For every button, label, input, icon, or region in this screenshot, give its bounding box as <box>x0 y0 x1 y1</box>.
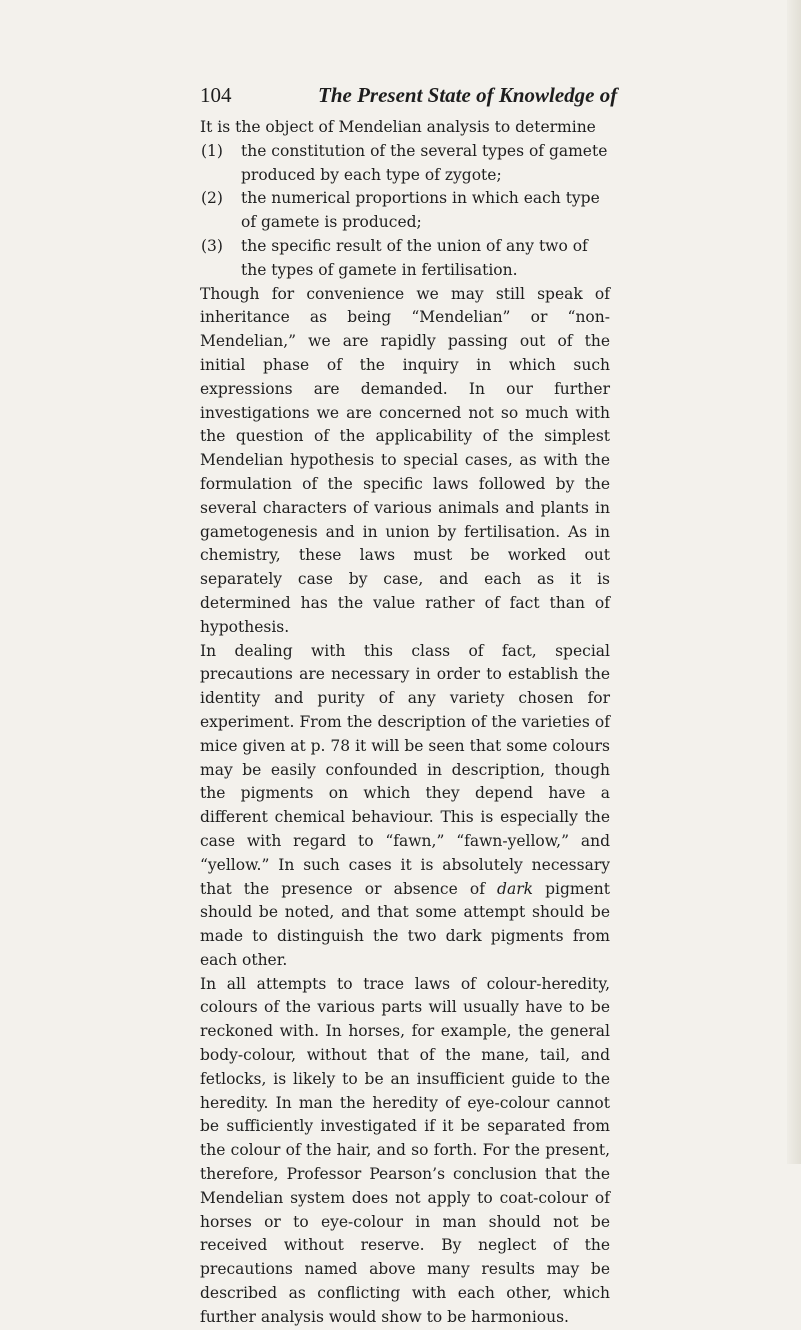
body-text <box>200 116 610 1330</box>
paragraph-precautions-end: pigment should be noted, and that some attempt should be made to distinguish the two dark pigments from each other. <box>200 879 610 969</box>
paragraph-mendelian-phase: Though for convenience we may still speak of inheritance as being “Mendelian” or “non-Mendelian,” we are rapidly passing out of the initial phase of the inquiry in which such expressions are demanded. In our further investigations we are concerned not so much with the question of the applicability of the simplest Mendelian hypothesis to special cases, as with the formulation of the specific laws followed by the several characters of various animals and plants in gametogenesis and in union by fertilisation. As in chemistry, these laws must be worked out separately case by case, and each as it is determined has the value rather of fact than of hypothesis. <box>200 284 610 636</box>
paragraph-precautions-start: In dealing with this class of fact, special precautions are necessary in order to establish the identity and purity of any variety chosen for experiment. From the description of the varieties of mice given at p. 78 it will be seen that some colours may be easily confounded in description, though the pigments on which they depend have a different chemical behaviour. This is especially the case with regard to “fawn,” “fawn-yellow,” and “yellow.” In such cases it is absolutely necessary that the presence or absence of <box>200 641 610 898</box>
list-text-1: the constitution of the several types of gamete produced by each type of zygote; <box>241 141 608 184</box>
list-text-2: the numerical proportions in which each type of gamete is produced; <box>241 189 600 232</box>
list-text-3: the specific result of the union of any two of the types of gamete in fertilisation. <box>241 236 588 279</box>
page-number: 104 <box>200 83 232 107</box>
list-number-2: (2) <box>201 189 223 208</box>
running-title: The Present State of Knowledge of <box>318 83 618 107</box>
list-item-1 <box>200 140 610 188</box>
list-item-3 <box>200 235 610 283</box>
running-head <box>200 82 618 108</box>
intro-paragraph: It is the object of Mendelian analysis to determine <box>200 118 596 136</box>
list-item-2 <box>200 187 610 235</box>
italic-dark-word: dark <box>497 879 533 898</box>
list-number-3: (3) <box>201 236 223 255</box>
book-page <box>200 82 618 1330</box>
paragraph-colour-heredity: In all attempts to trace laws of colour-heredity, colours of the various parts will usually have to be reckoned with. In horses, for example, the general body-colour, without that of the mane, tail, and fetlocks, is likely to be an insufficient guide to the heredity. In man the heredity of eye-colour cannot be sufficiently investigated if it be separated from the colour of the hair, and so forth. For the present, therefore, Professor Pearson’s conclusion that the Mendelian system does not apply to coat-colour of horses or to eye-colour in man should not be received without reserve. By neglect of the precautions named above many results may be described as conflicting with each other, which further analysis would show to be harmonious. <box>200 974 610 1326</box>
paragraph-precautions <box>200 640 610 973</box>
list-number-1: (1) <box>201 141 223 160</box>
page-edge <box>787 0 801 1164</box>
